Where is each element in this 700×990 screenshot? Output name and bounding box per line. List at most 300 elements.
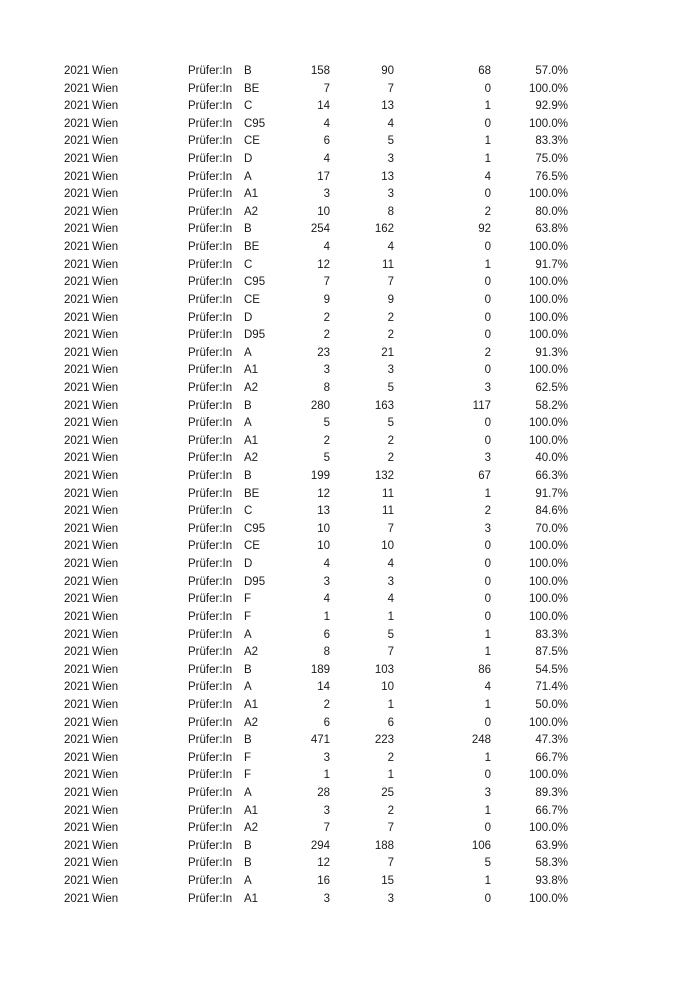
table-row: [0, 292, 700, 310]
total-count-cell: 28: [317, 786, 330, 799]
year-cell: 2021: [64, 258, 90, 271]
role-cell: Prüfer:In: [188, 135, 233, 148]
total-count-cell: 6: [323, 716, 330, 729]
year-cell: 2021: [64, 892, 90, 905]
total-count-cell: 4: [323, 117, 330, 130]
year-cell: 2021: [64, 786, 90, 799]
license-class-cell: BE: [244, 241, 260, 254]
city-cell: Wien: [92, 329, 119, 342]
total-count-cell: 7: [323, 82, 330, 95]
city-cell: Wien: [92, 628, 119, 641]
passed-count-cell: 5: [387, 135, 394, 148]
passed-count-cell: 6: [387, 716, 394, 729]
license-class-cell: D: [244, 311, 253, 324]
passed-count-cell: 7: [387, 822, 394, 835]
pass-rate-cell: 100.0%: [528, 117, 568, 130]
failed-count-cell: 0: [484, 769, 491, 782]
passed-count-cell: 5: [387, 628, 394, 641]
year-cell: 2021: [64, 857, 90, 870]
failed-count-cell: 5: [484, 857, 491, 870]
license-class-cell: A1: [244, 434, 259, 447]
license-class-cell: D95: [244, 329, 266, 342]
city-cell: Wien: [92, 170, 119, 183]
total-count-cell: 7: [323, 276, 330, 289]
year-cell: 2021: [64, 698, 90, 711]
failed-count-cell: 0: [484, 593, 491, 606]
total-count-cell: 4: [323, 153, 330, 166]
city-cell: Wien: [92, 258, 119, 271]
table-row: [0, 362, 700, 380]
passed-count-cell: 3: [387, 153, 394, 166]
city-cell: Wien: [92, 346, 119, 359]
table-row: [0, 750, 700, 768]
pass-rate-cell: 66.7%: [535, 804, 568, 817]
failed-count-cell: 0: [484, 822, 491, 835]
pass-rate-cell: 100.0%: [528, 575, 568, 588]
passed-count-cell: 90: [381, 65, 394, 77]
total-count-cell: 3: [323, 892, 330, 905]
license-class-cell: CE: [244, 135, 260, 148]
failed-count-cell: 248: [471, 734, 491, 747]
passed-count-cell: 2: [387, 751, 394, 764]
city-cell: Wien: [92, 117, 119, 130]
passed-count-cell: 9: [387, 293, 394, 306]
year-cell: 2021: [64, 522, 90, 535]
table-row: [0, 627, 700, 645]
total-count-cell: 3: [323, 804, 330, 817]
license-class-cell: F: [244, 593, 252, 606]
year-cell: 2021: [64, 293, 90, 306]
year-cell: 2021: [64, 188, 90, 201]
total-count-cell: 1: [323, 769, 330, 782]
pass-rate-cell: 100.0%: [528, 311, 568, 324]
city-cell: Wien: [92, 839, 119, 852]
failed-count-cell: 1: [484, 875, 491, 888]
city-cell: Wien: [92, 822, 119, 835]
role-cell: Prüfer:In: [188, 610, 233, 623]
failed-count-cell: 1: [484, 153, 491, 166]
pass-rate-cell: 62.5%: [535, 381, 568, 394]
failed-count-cell: 1: [484, 100, 491, 113]
table-row: [0, 503, 700, 521]
city-cell: Wien: [92, 610, 119, 623]
city-cell: Wien: [92, 487, 119, 500]
license-class-cell: A2: [244, 381, 259, 394]
passed-count-cell: 21: [381, 346, 394, 359]
role-cell: Prüfer:In: [188, 769, 233, 782]
license-class-cell: D95: [244, 575, 266, 588]
city-cell: Wien: [92, 505, 119, 518]
role-cell: Prüfer:In: [188, 417, 233, 430]
city-cell: Wien: [92, 681, 119, 694]
license-class-cell: C95: [244, 117, 266, 130]
city-cell: Wien: [92, 540, 119, 553]
city-cell: Wien: [92, 205, 119, 218]
table-row: [0, 486, 700, 504]
city-cell: Wien: [92, 381, 119, 394]
total-count-cell: 1: [323, 610, 330, 623]
total-count-cell: 5: [323, 452, 330, 465]
failed-count-cell: 67: [478, 470, 491, 483]
year-cell: 2021: [64, 311, 90, 324]
city-cell: Wien: [92, 470, 119, 483]
pass-rate-cell: 66.7%: [535, 751, 568, 764]
city-cell: Wien: [92, 857, 119, 870]
failed-count-cell: 2: [484, 205, 491, 218]
pass-rate-cell: 100.0%: [528, 434, 568, 447]
year-cell: 2021: [64, 540, 90, 553]
pass-rate-cell: 40.0%: [535, 452, 568, 465]
year-cell: 2021: [64, 839, 90, 852]
year-cell: 2021: [64, 575, 90, 588]
failed-count-cell: 0: [484, 610, 491, 623]
table-row: [0, 891, 700, 909]
failed-count-cell: 0: [484, 329, 491, 342]
total-count-cell: 17: [317, 170, 330, 183]
year-cell: 2021: [64, 364, 90, 377]
role-cell: Prüfer:In: [188, 329, 233, 342]
city-cell: Wien: [92, 434, 119, 447]
table-row: [0, 732, 700, 750]
failed-count-cell: 0: [484, 892, 491, 905]
failed-count-cell: 92: [478, 223, 491, 236]
failed-count-cell: 4: [484, 170, 491, 183]
role-cell: Prüfer:In: [188, 522, 233, 535]
passed-count-cell: 8: [387, 205, 394, 218]
failed-count-cell: 0: [484, 540, 491, 553]
license-class-cell: A: [244, 170, 252, 183]
city-cell: Wien: [92, 751, 119, 764]
passed-count-cell: 162: [374, 223, 394, 236]
total-count-cell: 158: [310, 65, 330, 77]
year-cell: 2021: [64, 417, 90, 430]
license-class-cell: D: [244, 153, 253, 166]
failed-count-cell: 0: [484, 311, 491, 324]
license-class-cell: BE: [244, 82, 260, 95]
failed-count-cell: 1: [484, 135, 491, 148]
license-class-cell: A2: [244, 205, 259, 218]
year-cell: 2021: [64, 734, 90, 747]
year-cell: 2021: [64, 276, 90, 289]
total-count-cell: 9: [323, 293, 330, 306]
city-cell: Wien: [92, 786, 119, 799]
table-row: [0, 151, 700, 169]
failed-count-cell: 0: [484, 417, 491, 430]
failed-count-cell: 0: [484, 364, 491, 377]
role-cell: Prüfer:In: [188, 751, 233, 764]
total-count-cell: 7: [323, 822, 330, 835]
pass-rate-cell: 58.2%: [535, 399, 568, 412]
passed-count-cell: 11: [382, 258, 394, 271]
role-cell: Prüfer:In: [188, 241, 233, 254]
role-cell: Prüfer:In: [188, 822, 233, 835]
table-row: [0, 715, 700, 733]
role-cell: Prüfer:In: [188, 82, 233, 95]
failed-count-cell: 4: [484, 681, 491, 694]
table-row: [0, 679, 700, 697]
year-cell: 2021: [64, 241, 90, 254]
year-cell: 2021: [64, 329, 90, 342]
license-class-cell: A2: [244, 646, 259, 659]
role-cell: Prüfer:In: [188, 487, 233, 500]
license-class-cell: A2: [244, 452, 259, 465]
pass-rate-cell: 100.0%: [528, 610, 568, 623]
year-cell: 2021: [64, 804, 90, 817]
passed-count-cell: 25: [381, 786, 394, 799]
license-class-cell: B: [244, 734, 252, 747]
role-cell: Prüfer:In: [188, 170, 233, 183]
role-cell: Prüfer:In: [188, 293, 233, 306]
role-cell: Prüfer:In: [188, 505, 233, 518]
license-class-cell: A1: [244, 892, 259, 905]
year-cell: 2021: [64, 153, 90, 166]
role-cell: Prüfer:In: [188, 786, 233, 799]
city-cell: Wien: [92, 135, 119, 148]
year-cell: 2021: [64, 681, 90, 694]
table-row: [0, 310, 700, 328]
role-cell: Prüfer:In: [188, 575, 233, 588]
license-class-cell: B: [244, 857, 252, 870]
failed-count-cell: 68: [478, 65, 491, 77]
license-class-cell: C: [244, 505, 253, 518]
license-class-cell: A1: [244, 804, 259, 817]
passed-count-cell: 15: [381, 875, 394, 888]
license-class-cell: B: [244, 65, 252, 77]
pass-rate-cell: 100.0%: [528, 293, 568, 306]
license-class-cell: A2: [244, 716, 259, 729]
role-cell: Prüfer:In: [188, 188, 233, 201]
year-cell: 2021: [64, 205, 90, 218]
city-cell: Wien: [92, 276, 119, 289]
total-count-cell: 5: [323, 417, 330, 430]
license-class-cell: CE: [244, 293, 260, 306]
license-class-cell: A: [244, 875, 252, 888]
pass-rate-cell: 83.3%: [535, 135, 568, 148]
passed-count-cell: 4: [387, 241, 394, 254]
table-row: [0, 785, 700, 803]
year-cell: 2021: [64, 505, 90, 518]
license-class-cell: A: [244, 786, 252, 799]
year-cell: 2021: [64, 716, 90, 729]
failed-count-cell: 0: [484, 117, 491, 130]
city-cell: Wien: [92, 522, 119, 535]
role-cell: Prüfer:In: [188, 663, 233, 676]
pass-rate-cell: 100.0%: [528, 540, 568, 553]
failed-count-cell: 0: [484, 575, 491, 588]
role-cell: Prüfer:In: [188, 399, 233, 412]
role-cell: Prüfer:In: [188, 276, 233, 289]
city-cell: Wien: [92, 82, 119, 95]
role-cell: Prüfer:In: [188, 470, 233, 483]
table-row: [0, 855, 700, 873]
year-cell: 2021: [64, 223, 90, 236]
total-count-cell: 3: [323, 188, 330, 201]
year-cell: 2021: [64, 434, 90, 447]
year-cell: 2021: [64, 646, 90, 659]
total-count-cell: 10: [317, 522, 330, 535]
total-count-cell: 3: [323, 364, 330, 377]
failed-count-cell: 1: [484, 698, 491, 711]
table-row: [0, 803, 700, 821]
pass-rate-cell: 93.8%: [535, 875, 568, 888]
pass-rate-cell: 100.0%: [528, 188, 568, 201]
city-cell: Wien: [92, 399, 119, 412]
total-count-cell: 12: [317, 258, 330, 271]
total-count-cell: 4: [323, 558, 330, 571]
passed-count-cell: 5: [387, 381, 394, 394]
total-count-cell: 8: [323, 381, 330, 394]
total-count-cell: 2: [323, 698, 330, 711]
total-count-cell: 2: [323, 311, 330, 324]
license-class-cell: C: [244, 258, 253, 271]
license-class-cell: C: [244, 100, 253, 113]
passed-count-cell: 223: [374, 734, 394, 747]
data-table: [0, 63, 700, 908]
total-count-cell: 189: [310, 663, 330, 676]
license-class-cell: A2: [244, 822, 259, 835]
pass-rate-cell: 57.0%: [535, 65, 568, 77]
table-row: [0, 468, 700, 486]
year-cell: 2021: [64, 769, 90, 782]
table-row: [0, 820, 700, 838]
failed-count-cell: 0: [484, 188, 491, 201]
year-cell: 2021: [64, 65, 90, 77]
failed-count-cell: 1: [484, 628, 491, 641]
pass-rate-cell: 100.0%: [528, 82, 568, 95]
year-cell: 2021: [64, 100, 90, 113]
pass-rate-cell: 84.6%: [535, 505, 568, 518]
table-row: [0, 221, 700, 239]
failed-count-cell: 0: [484, 293, 491, 306]
role-cell: Prüfer:In: [188, 258, 233, 271]
year-cell: 2021: [64, 558, 90, 571]
failed-count-cell: 3: [484, 786, 491, 799]
passed-count-cell: 163: [374, 399, 394, 412]
table-row: [0, 398, 700, 416]
passed-count-cell: 2: [387, 804, 394, 817]
total-count-cell: 4: [323, 593, 330, 606]
total-count-cell: 14: [317, 100, 330, 113]
city-cell: Wien: [92, 804, 119, 817]
license-class-cell: B: [244, 839, 252, 852]
year-cell: 2021: [64, 487, 90, 500]
license-class-cell: C95: [244, 276, 266, 289]
failed-count-cell: 1: [484, 751, 491, 764]
passed-count-cell: 7: [387, 276, 394, 289]
city-cell: Wien: [92, 188, 119, 201]
total-count-cell: 294: [310, 839, 330, 852]
failed-count-cell: 0: [484, 558, 491, 571]
passed-count-cell: 4: [387, 558, 394, 571]
year-cell: 2021: [64, 610, 90, 623]
pass-rate-cell: 100.0%: [528, 241, 568, 254]
passed-count-cell: 3: [387, 188, 394, 201]
table-row: [0, 345, 700, 363]
passed-count-cell: 13: [381, 170, 394, 183]
failed-count-cell: 86: [478, 663, 491, 676]
failed-count-cell: 3: [484, 381, 491, 394]
license-class-cell: F: [244, 769, 252, 782]
table-row: [0, 697, 700, 715]
total-count-cell: 16: [317, 875, 330, 888]
license-class-cell: A1: [244, 698, 259, 711]
role-cell: Prüfer:In: [188, 346, 233, 359]
city-cell: Wien: [92, 241, 119, 254]
failed-count-cell: 0: [484, 276, 491, 289]
city-cell: Wien: [92, 892, 119, 905]
year-cell: 2021: [64, 875, 90, 888]
pass-rate-cell: 80.0%: [535, 205, 568, 218]
license-class-cell: F: [244, 751, 252, 764]
failed-count-cell: 1: [484, 258, 491, 271]
total-count-cell: 6: [323, 135, 330, 148]
license-class-cell: A1: [244, 188, 259, 201]
table-row: [0, 81, 700, 99]
role-cell: Prüfer:In: [188, 804, 233, 817]
passed-count-cell: 3: [387, 575, 394, 588]
table-row: [0, 767, 700, 785]
failed-count-cell: 1: [484, 646, 491, 659]
license-class-cell: B: [244, 399, 252, 412]
pass-rate-cell: 58.3%: [535, 857, 568, 870]
failed-count-cell: 3: [484, 452, 491, 465]
total-count-cell: 8: [323, 646, 330, 659]
pass-rate-cell: 100.0%: [528, 364, 568, 377]
year-cell: 2021: [64, 822, 90, 835]
passed-count-cell: 4: [387, 117, 394, 130]
table-row: [0, 186, 700, 204]
passed-count-cell: 7: [387, 522, 394, 535]
pass-rate-cell: 100.0%: [528, 769, 568, 782]
table-row: [0, 169, 700, 187]
role-cell: Prüfer:In: [188, 100, 233, 113]
total-count-cell: 254: [310, 223, 330, 236]
role-cell: Prüfer:In: [188, 875, 233, 888]
license-class-cell: A: [244, 628, 252, 641]
role-cell: Prüfer:In: [188, 65, 233, 77]
table-row: [0, 63, 700, 81]
pass-rate-cell: 100.0%: [528, 329, 568, 342]
passed-count-cell: 3: [387, 892, 394, 905]
total-count-cell: 199: [310, 470, 330, 483]
license-class-cell: BE: [244, 487, 260, 500]
city-cell: Wien: [92, 364, 119, 377]
role-cell: Prüfer:In: [188, 558, 233, 571]
passed-count-cell: 13: [381, 100, 394, 113]
role-cell: Prüfer:In: [188, 364, 233, 377]
passed-count-cell: 7: [387, 857, 394, 870]
table-row: [0, 574, 700, 592]
year-cell: 2021: [64, 117, 90, 130]
role-cell: Prüfer:In: [188, 205, 233, 218]
pass-rate-cell: 71.4%: [535, 681, 568, 694]
pass-rate-cell: 91.7%: [535, 258, 568, 271]
city-cell: Wien: [92, 153, 119, 166]
passed-count-cell: 2: [387, 434, 394, 447]
failed-count-cell: 2: [484, 505, 491, 518]
role-cell: Prüfer:In: [188, 698, 233, 711]
city-cell: Wien: [92, 417, 119, 430]
pass-rate-cell: 100.0%: [528, 558, 568, 571]
failed-count-cell: 0: [484, 434, 491, 447]
pass-rate-cell: 63.8%: [535, 223, 568, 236]
role-cell: Prüfer:In: [188, 540, 233, 553]
role-cell: Prüfer:In: [188, 892, 233, 905]
table-row: [0, 644, 700, 662]
pass-rate-cell: 91.7%: [535, 487, 568, 500]
city-cell: Wien: [92, 716, 119, 729]
table-row: [0, 838, 700, 856]
